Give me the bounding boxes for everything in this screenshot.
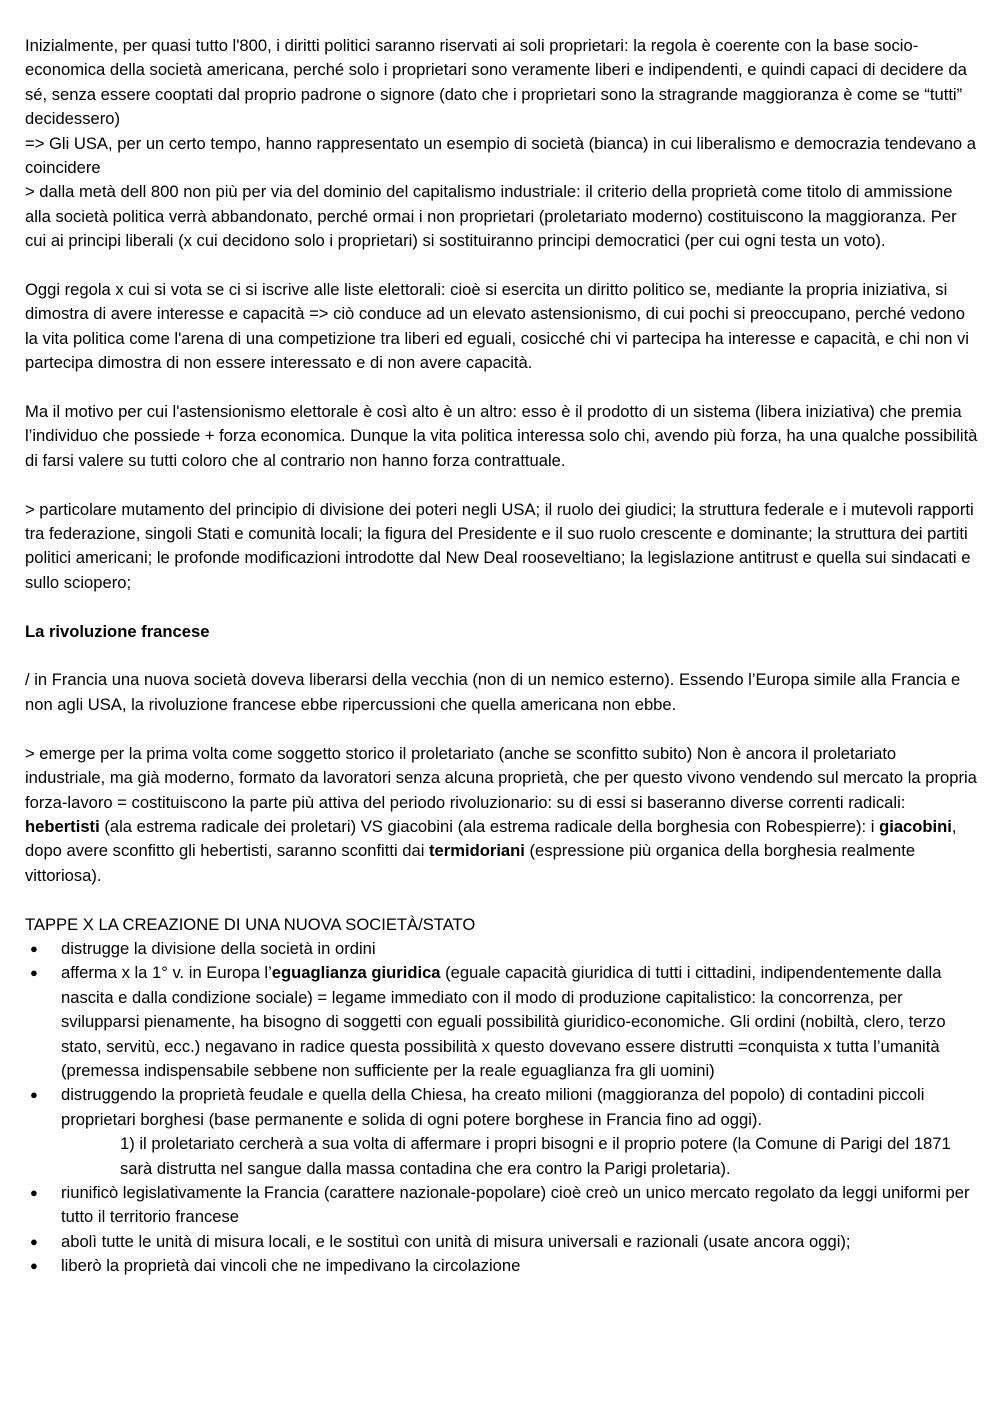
proletariato-text: (espressione più organica della borghesia realmente vittoriosa). (25, 841, 916, 885)
spacer (25, 254, 980, 278)
tappe-title: TAPPE X LA CREAZIONE DI UNA NUOVA SOCIETÀ/STATO (25, 914, 476, 934)
list-item-text: distrugge la divisione della società in ordini (61, 938, 376, 958)
bullet-icon: ● (30, 965, 38, 981)
list-item-text: abolì tutte le unità di misura locali, e le sostituì con unità di misura universali e razionali (usate ancora oggi); (61, 1231, 851, 1251)
list-item (25, 1254, 980, 1278)
spacer (25, 473, 980, 497)
spacer (25, 717, 980, 741)
list-item-text: afferma x la 1° v. in Europa l’ (61, 963, 272, 983)
spacer (25, 888, 980, 912)
bold-hebertisti: hebertisti (25, 816, 100, 836)
list-item-text: distruggendo la proprietà feudale e quella della Chiesa, ha creato milioni (maggioranza del popolo) di contadini piccoli proprietari borghesi (base permanente e solida di ogni potere borghese in Francia fino ad oggi). (61, 1085, 925, 1129)
paragraph-francia-societa: / in Francia una nuova società doveva liberarsi della vecchia (non di un nemico esterno). Essendo l’Europa simile alla Francia e non agli USA, la rivoluzione francese ebbe ripercussioni che quella americana non ebbe. (25, 670, 961, 714)
paragraph-capitalismo-industriale: > dalla metà dell 800 non più per via del dominio del capitalismo industriale: il criterio della proprietà come titolo di ammissione alla società politica verrà abbandonato, perché ormai i non proprietari (proletariato moderno) costituiscono la maggioranza. Per cui ai principi liberali (x cui decidono solo i proprietari) si sostituiranno principi democratici (per cui ogni testa un voto). (25, 182, 957, 251)
numbered-sub-item: 1) il proletariato cercherà a sua volta di affermare i propri bisogni e il proprio potere (la Comune di Parigi del 1871 sarà distrutta nel sangue dalla massa contadina che era contro la Parigi proletaria). (120, 1134, 951, 1178)
list-item (25, 937, 980, 961)
bullet-icon: ● (30, 1233, 38, 1249)
list-item-text: liberò la proprietà dai vincoli che ne impedivano la circolazione (61, 1256, 521, 1276)
proletariato-text: , dopo avere sconfitto gli hebertisti, saranno sconfitti dai (25, 816, 957, 861)
spacer (25, 595, 980, 619)
list-item-text: (eguale capacità giuridica di tutti i cittadini, indipendentemente dalla nascita e dalla condizione sociale) = legame immediato con il modo di produzione capitalistico: la concorrenza, per svilupparsi pienamente, ha bisogno di soggetti con eguali possibilità giuridico-economiche. Gli ordini (nobiltà, clero, terzo stato, servitù, ecc.) negavano in radice questa possibilità x questo dovevano essere distrutti =conquista x tutta l’umanità (premessa indispensabile sebbene non sufficiente per la reale eguaglianza fra gli uomini) (61, 963, 946, 1080)
list-item-text: riunificò legislativamente la Francia (carattere nazionale-popolare) cioè creò un unico mercato regolato da leggi uniformi per tutto il territorio francese (61, 1182, 970, 1227)
bold-eguaglianza-giuridica: eguaglianza giuridica (271, 963, 441, 983)
spacer (25, 376, 980, 400)
list-item (25, 1083, 980, 1132)
proletariato-text: > emerge per la prima volta come soggetto storico il proletariato (anche se sconfitto subito) Non è ancora il proletariato industriale, ma già moderno, formato da lavoratori senza alcuna proprietà, che per questo vivono vendendo sul mercato la propria forza-lavoro = costituiscono la parte più attiva del periodo rivoluzionario: su di essi si baseranno diverse correnti radicali: (25, 743, 977, 812)
list-item (25, 1230, 980, 1254)
bullet-icon: ● (30, 1258, 38, 1274)
bullet-icon: ● (30, 1087, 38, 1103)
bold-giacobini: giacobini (879, 816, 952, 836)
paragraph-astensionismo: Oggi regola x cui si vota se ci si iscrive alle liste elettorali: cioè si esercita un diritto politico se, mediante la propria iniziativa, si dimostra di avere interesse e capacità => ciò conduce ad un elevato astensionismo, di cui pochi si preoccupano, perché vedono la vita politica come l'arena di una competizione tra liberi ed eguali, cosicché chi vi partecipa ha interesse e capacità, e chi non vi partecipa dimostra di non essere interessato e di non avere capacità. (25, 280, 969, 373)
section-heading: La rivoluzione francese (25, 621, 210, 641)
document-page (25, 34, 980, 1279)
paragraph-diritti-politici: Inizialmente, per quasi tutto l'800, i diritti politici saranno riservati ai soli proprietari: la regola è coerente con la base socio-economica della società americana, perché solo i proprietari sono veramente liberi e indipendenti, e quindi capaci di decidere da sé, senza essere cooptati dal proprio padrone o signore (dato che i proprietari sono la stragrande maggioranza è come se “tutti” decidessero) (25, 36, 967, 129)
list-item (25, 1181, 980, 1230)
bullet-icon: ● (30, 940, 38, 956)
list-item (25, 961, 980, 1083)
tappe-list (25, 937, 980, 1132)
paragraph-divisione-poteri: > particolare mutamento del principio di divisione dei poteri negli USA; il ruolo dei giudici; la struttura federale e i mutevoli rapporti tra federazione, singoli Stati e comunità locali; la figura del Presidente e il suo ruolo crescente e dominante; la struttura dei partiti politici americani; le profonde modificazioni introdotte dal New Deal rooseveltiano; la legislazione antitrust e quella sui sindacati e sullo sciopero; (25, 499, 974, 592)
spacer (25, 644, 980, 668)
bold-termidoriani: termidoriani (429, 841, 525, 861)
paragraph-motivo-astensionismo: Ma il motivo per cui l'astensionismo elettorale è così alto è un altro: esso è il prodotto di un sistema (libera iniziativa) che premia l’individuo che possiede + forza economica. Dunque la vita politica interessa solo chi, avendo più forza, ha una qualche possibilità di farsi valere su tutti coloro che al contrario non hanno forza contrattuale. (25, 402, 978, 470)
paragraph-usa-liberalismo: => Gli USA, per un certo tempo, hanno rappresentato un esempio di società (bianca) in cui liberalismo e democrazia tendevano a coincidere (25, 133, 976, 178)
tappe-list-continued (25, 1181, 980, 1279)
bullet-icon: ● (30, 1184, 38, 1200)
paragraph-proletariato (25, 742, 980, 888)
proletariato-text: (ala estrema radicale dei proletari) VS giacobini (ala estrema radicale della borghesia con Robespierre): i (99, 816, 880, 836)
